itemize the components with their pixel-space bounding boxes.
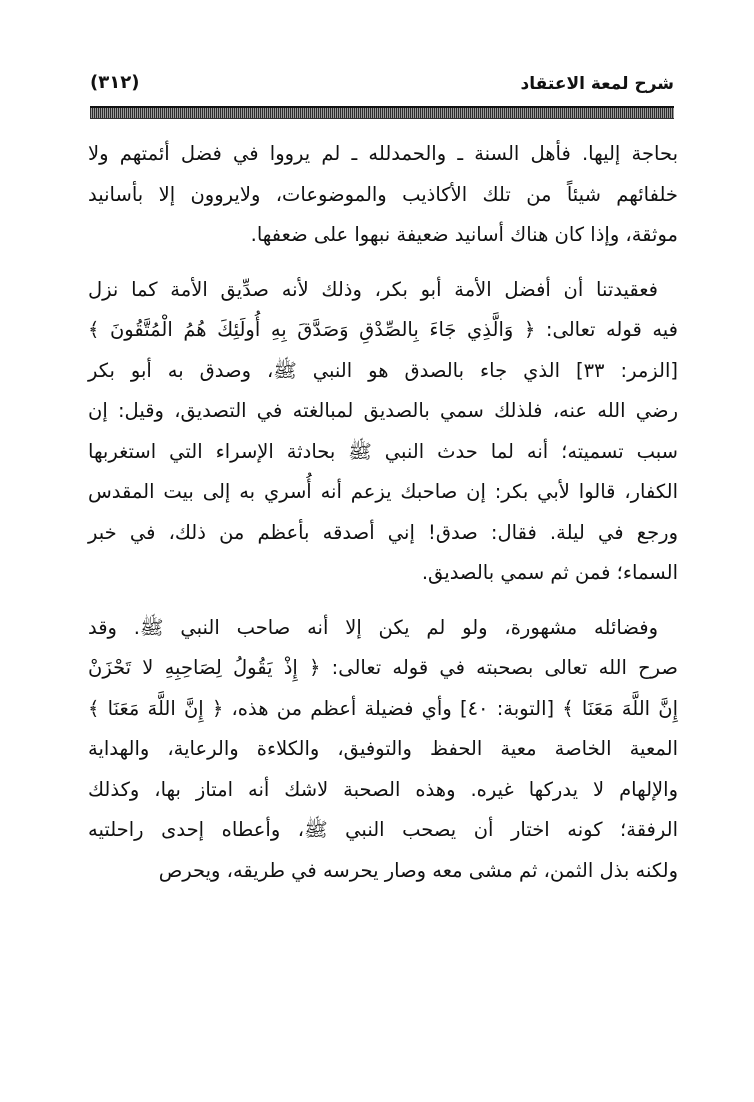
text-line: ولكنه بذل الثمن، ثم مشى معه وصار يحرسه في طريقه، ويحرص	[158, 858, 678, 882]
running-header	[90, 66, 674, 106]
text-line: المعية الخاصة معية الحفظ والتوفيق، والكلاءة والرعاية، والهداية	[88, 737, 678, 760]
text-line: والإلهام لا يدركها غيره. وهذه الصحبة لاشك أنه امتاز بها، وكذلك	[88, 777, 678, 801]
header-rule	[90, 106, 674, 119]
text-line: بحاجة إليها. فأهل السنة ـ والحمدلله ـ لم يرووا في فضل أئمتهم ولا	[88, 142, 678, 165]
text-line: خلفائهم شيئاً من تلك الأكاذيب والموضوعات، ولايروون إلا بأسانيد	[88, 182, 678, 206]
text-line: ورجع في ليلة. فقال: صدق! إني أصدقه بأعظم من ذلك، في خبر	[88, 520, 678, 544]
text-line: الكفار، قالوا لأبي بكر: إن صاحبك يزعم أنه أُسري به إلى بيت المقدس	[88, 480, 678, 503]
quran-verse-line: فيه قوله تعالى: ﴿ وَالَّذِي جَاءَ بِالصِّدْقِ وَصَدَّقَ بِهِ أُولَئِكَ هُمُ الْمُتَّقُونَ ﴾	[88, 318, 678, 341]
paragraph-2	[88, 270, 678, 594]
text-line: السماء؛ فمن ثم سمي بالصديق.	[421, 561, 678, 584]
book-title: شرح لمعة الاعتقاد	[520, 74, 674, 94]
text-line: فعقيدتنا أن أفضل الأمة أبو بكر، وذلك لأنه صدِّيق الأمة كما نزل	[88, 277, 658, 301]
page-number: (٣١٢)	[90, 72, 140, 93]
text-line: سبب تسميته؛ أنه لما حدث النبي ﷺ بحادثة الإسراء التي استغربها	[88, 439, 678, 463]
text-line: رضي الله عنه، فلذلك سمي بالصديق لمبالغته في التصديق، وقيل: إن	[88, 399, 678, 422]
text-line: موثقة، وإذا كان هناك أسانيد ضعيفة نبهوا على ضعفها.	[250, 223, 678, 246]
text-line: الرفقة؛ كونه اختار أن يصحب النبي ﷺ، وأعطاه إحدى راحلتيه	[88, 818, 678, 841]
paragraph-3	[88, 608, 678, 892]
text-line: وفضائله مشهورة، ولو لم يكن إلا أنه صاحب النبي ﷺ. وقد	[88, 615, 658, 639]
body-text	[88, 134, 678, 891]
paragraph-1	[88, 134, 678, 256]
text-line: [الزمر: ٣٣] الذي جاء بالصدق هو النبي ﷺ، وصدق به أبو بكر	[88, 358, 678, 382]
quran-verse-line: إِنَّ اللَّهَ مَعَنَا ﴾ [التوبة: ٤٠] وأي فضيلة أعظم من هذه، ﴿ إِنَّ اللَّهَ مَعَنَا ﴾	[88, 696, 678, 720]
quran-verse-line: صرح الله تعالى بصحبته في قوله تعالى: ﴿ إِذْ يَقُولُ لِصَاحِبِهِ لا تَحْزَنْ	[88, 656, 678, 679]
